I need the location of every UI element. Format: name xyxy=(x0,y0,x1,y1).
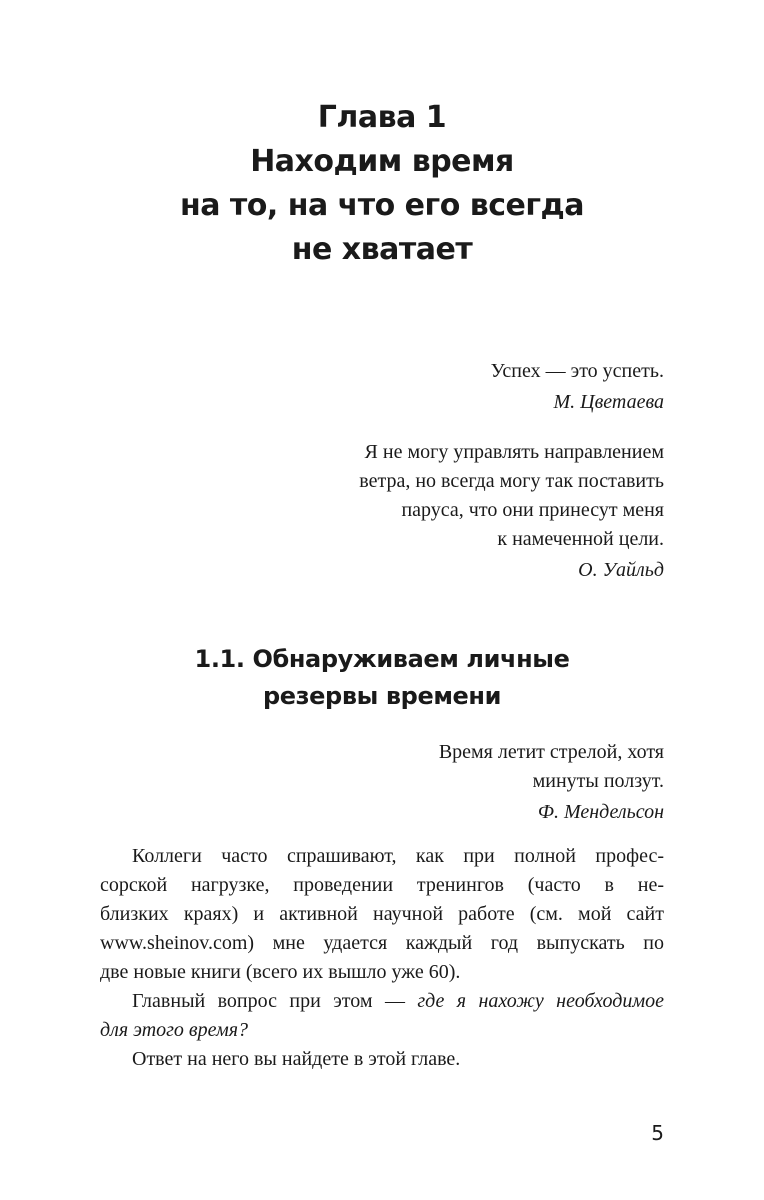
paragraph-line: www.sheinov.com) мне удается каждый год выпускать по xyxy=(100,932,664,954)
epigraph-quote-line: Успех — это успеть. xyxy=(490,360,664,382)
epigraph-quote-line: минуты ползут. xyxy=(532,770,664,792)
epigraph-quote-line: Я не могу управлять направлением xyxy=(364,441,664,463)
epigraph-author: Ф. Мендельсон xyxy=(537,801,664,823)
epigraph-quote-line: паруса, что они принесут меня xyxy=(401,499,664,521)
chapter-title xyxy=(0,96,764,272)
paragraph-line: близких краях) и активной научной работе (см. мой сайт xyxy=(100,903,664,925)
epigraph-wilde xyxy=(359,438,664,585)
epigraph-quote-line: к намеченной цели. xyxy=(497,528,664,550)
paragraph-line xyxy=(100,987,664,1016)
epigraph-tsvetaeva xyxy=(491,357,664,417)
epigraph-author: М. Цветаева xyxy=(553,391,664,413)
chapter-title-line: Находим время xyxy=(250,144,514,179)
section-title-line: 1.1. Обнаруживаем личные xyxy=(194,645,570,673)
chapter-title-line: на то, на что его всегда xyxy=(179,188,585,223)
epigraph-mendelssohn xyxy=(439,738,664,827)
paragraph-line: Ответ на него вы найдете в этой главе. xyxy=(132,1048,461,1070)
section-title xyxy=(0,641,764,715)
section-title-line: резервы времени xyxy=(262,682,502,710)
chapter-number: Глава 1 xyxy=(317,100,447,135)
chapter-title-line: не хватает xyxy=(291,232,473,267)
paragraph-line: сорской нагрузке, проведении тренингов (часто в не- xyxy=(100,874,664,896)
emphasized-question: где я нахожу необходимое xyxy=(417,990,664,1012)
epigraph-author: О. Уайльд xyxy=(578,559,664,581)
paragraph-line xyxy=(100,1016,664,1045)
emphasized-question: для этого время? xyxy=(100,1019,249,1041)
paragraph-line: Коллеги часто спрашивают, как при полной профес- xyxy=(132,845,664,867)
body-text xyxy=(100,842,664,1074)
page-number: 5 xyxy=(651,1121,664,1145)
paragraph-line: две новые книги (всего их вышло уже 60). xyxy=(100,961,461,983)
paragraph-text: Главный вопрос при этом — xyxy=(132,990,418,1012)
epigraph-quote-line: Время летит стрелой, хотя xyxy=(438,741,664,763)
epigraph-quote-line: ветра, но всегда могу так поставить xyxy=(359,470,664,492)
